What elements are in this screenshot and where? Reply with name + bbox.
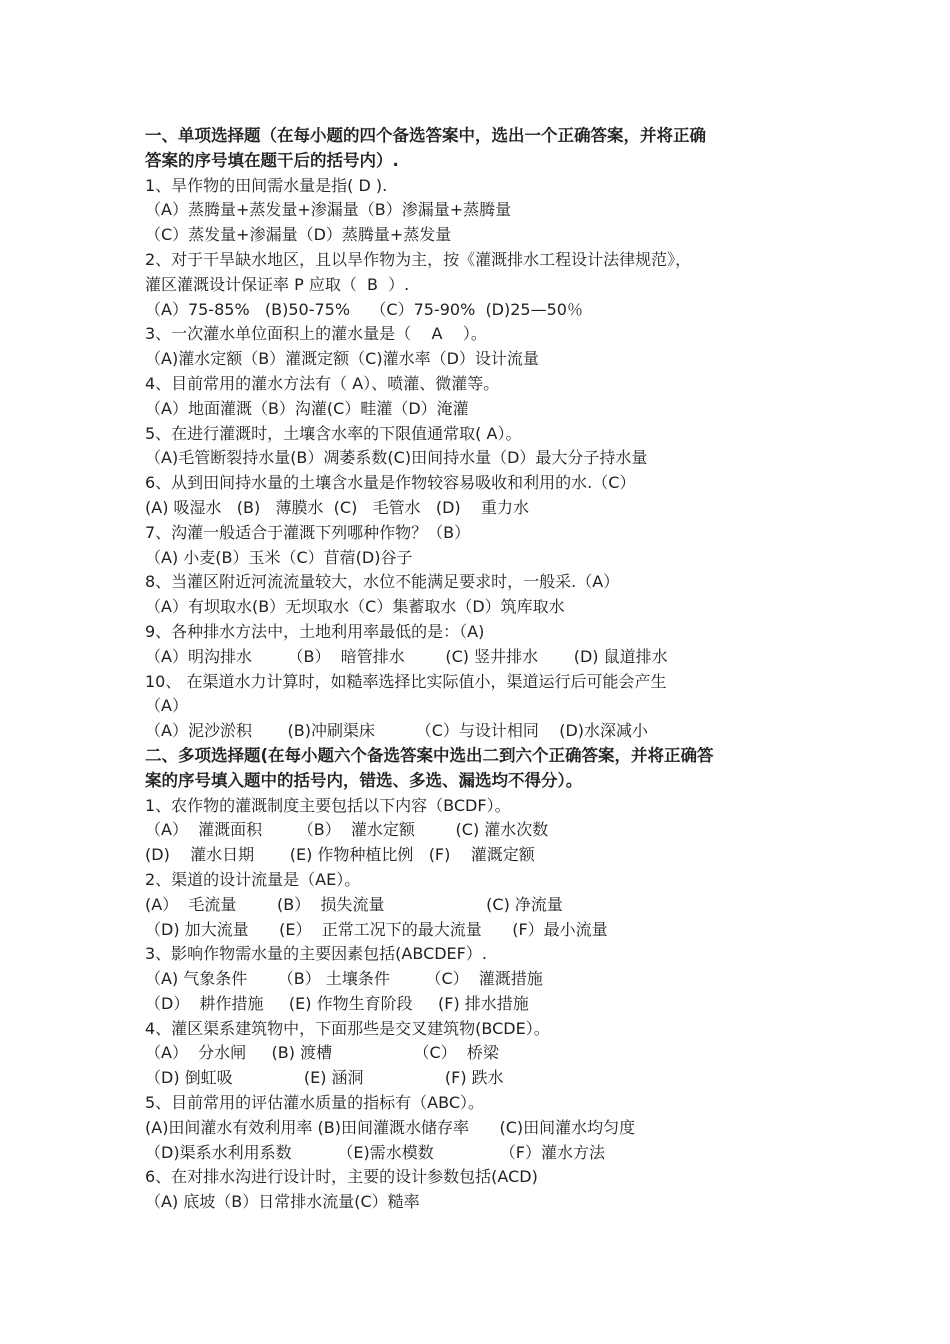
answer-options: （A)毛管断裂持水量(B）凋萎系数(C)田间持水量（D）最大分子持水量 xyxy=(145,448,648,468)
section-heading: 二、多项选择题(在每小题六个备选答案中选出二到六个正确答案，并将正确答 xyxy=(145,745,714,765)
section-heading: 一、单项选择题（在每小题的四个备选答案中，选出一个正确答案，并将正确 xyxy=(145,126,706,145)
answer-options: （A）地面灌溉（B）沟灌(C）畦灌（D）淹灌 xyxy=(145,398,469,418)
question-text: 3、一次灌水单位面积上的灌水量是（ A ）。 xyxy=(145,324,487,344)
question-text: 7、沟灌一般适合于灌溉下列哪种作物？（B） xyxy=(145,522,471,542)
answer-options: （A）泥沙淤积 (B)冲刷渠床 （C）与设计相同 (D)水深减小 xyxy=(145,721,649,741)
question-text: 1、旱作物的田间需水量是指( D ). xyxy=(145,175,388,195)
question-text: 6、从到田间持水量的土壤含水量是作物较容易吸收和利用的水.（C） xyxy=(145,473,636,493)
answer-options: （D) 倒虹吸 (E) 涵洞 (F) 跌水 xyxy=(145,1068,504,1088)
question-text: 2、渠道的设计流量是（AE）。 xyxy=(145,869,361,889)
answer-options: （A) 小麦(B）玉米（C）苜蓿(D)谷子 xyxy=(145,547,413,567)
question-text: 3、影响作物需水量的主要因素包括(ABCDEF）. xyxy=(145,944,487,964)
question-text: 4、目前常用的灌水方法有（ A）、喷灌、微灌等。 xyxy=(145,373,500,393)
answer-options: （D)渠系水利用系数 （E)需水模数 （F）灌水方法 xyxy=(145,1142,606,1162)
document-body xyxy=(145,124,815,1215)
answer-options: （A）明沟排水 （B） 暗管排水 (C) 竖井排水 (D) 鼠道排水 xyxy=(145,646,668,666)
answer-options: (A) 吸湿水 (B) 薄膜水 (C) 毛管水 (D) 重力水 xyxy=(145,497,529,517)
answer-options: （A） 分水闸 (B) 渡槽 （C） 桥梁 xyxy=(145,1043,499,1063)
question-text: 1、农作物的灌溉制度主要包括以下内容（BCDF）。 xyxy=(145,795,511,815)
question-text: 灌区灌溉设计保证率 P 应取（ B ）. xyxy=(145,274,410,294)
question-text: 10、 在渠道水力计算时，如糙率选择比实际值小，渠道运行后可能会产生 xyxy=(145,671,667,691)
answer-options: （A) 气象条件 （B） 土壤条件 （C） 灌溉措施 xyxy=(145,969,543,989)
answer-options: （C）蒸发量+渗漏量（D）蒸腾量+蒸发量 xyxy=(145,225,452,245)
answer-options: （A）有坝取水(B）无坝取水（C）集蓄取水（D）筑库取水 xyxy=(145,597,565,617)
answer-options: (D) 灌水日期 (E) 作物种植比例 (F) 灌溉定额 xyxy=(145,845,535,865)
answer-options: （A）蒸腾量+蒸发量+渗漏量（B）渗漏量+蒸腾量 xyxy=(145,200,512,220)
answer-options: （A) 底坡（B）日常排水流量(C）糙率 xyxy=(145,1192,420,1212)
question-text: 8、当灌区附近河流流量较大，水位不能满足要求时，一般采.（A） xyxy=(145,572,620,592)
question-text: 5、目前常用的评估灌水质量的指标有（ABC）。 xyxy=(145,1093,484,1113)
answer-options: (A） 毛流量 (B） 损失流量 (C) 净流量 xyxy=(145,894,563,914)
question-text: 5、在进行灌溉时，土壤含水率的下限值通常取( A）。 xyxy=(145,423,522,443)
answer-options: （A） 灌溉面积 （B） 灌水定额 (C) 灌水次数 xyxy=(145,820,549,840)
question-text: 2、对于干旱缺水地区，且以旱作物为主，按《灌溉排水工程设计法律规范》， xyxy=(145,249,692,269)
section-heading: 案的序号填入题中的括号内，错选、多选、漏选均不得分）。 xyxy=(145,770,583,790)
answer-options: (A)田间灌水有效利用率 (B)田间灌溉水储存率 (C)田间灌水均匀度 xyxy=(145,1117,636,1137)
answer-options: （A)灌水定额（B）灌溉定额（C)灌水率（D）设计流量 xyxy=(145,349,539,369)
section-heading: 答案的序号填在题干后的括号内）. xyxy=(145,150,399,170)
question-text: 6、在对排水沟进行设计时，主要的设计参数包括(ACD) xyxy=(145,1167,538,1187)
question-text: 4、灌区渠系建筑物中，下面那些是交叉建筑物(BCDE）。 xyxy=(145,1018,550,1038)
answer-options: （D） 耕作措施 (E) 作物生育阶段 (F) 排水措施 xyxy=(145,993,529,1013)
question-text: （A） xyxy=(145,696,188,716)
answer-options: （D) 加大流量 (E） 正常工况下的最大流量 (F）最小流量 xyxy=(145,919,608,939)
question-text: 9、各种排水方法中，土地利用率最低的是：（A) xyxy=(145,621,485,641)
answer-options: （A）75-85% (B)50-75% （C）75-90% (D)25—50％ xyxy=(145,299,583,319)
